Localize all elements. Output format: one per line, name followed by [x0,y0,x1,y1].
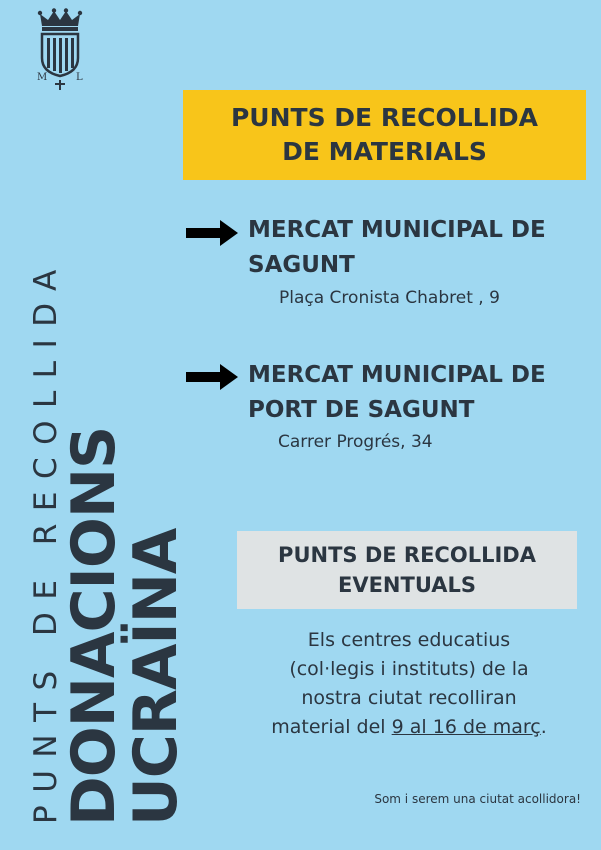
vertical-title-ucraina: UCRAÏNA [121,528,191,826]
location-1-name [248,213,546,283]
title-banner [183,90,586,180]
location-1-name-line-2: SAGUNT [248,252,355,278]
description-line-4-prefix: material del [271,716,392,738]
description [228,626,590,742]
description-line-2: (col·legis i instituts) de la [289,658,529,680]
location-2-name [248,358,546,428]
location-2-address: Carrer Progrés, 34 [278,432,433,452]
arrow-right-icon [184,362,240,392]
location-2-name-line-2: PORT DE SAGUNT [248,397,475,423]
location-1-name-line-1: MERCAT MUNICIPAL DE [248,217,546,243]
title-line-1: PUNTS DE RECOLLIDA [230,103,539,132]
location-2-name-line-1: MERCAT MUNICIPAL DE [248,362,546,388]
city-coat-of-arms-logo [34,8,86,92]
vertical-subtitle: PUNTS DE RECOLLIDA [28,257,64,824]
eventual-banner [237,531,577,609]
logo-letter-left: M [37,72,48,83]
description-line-1: Els centres educatius [307,629,511,651]
logo-letter-right: L [76,72,83,83]
arrow-right-icon [184,218,240,248]
eventual-line-2: EVENTUALS [337,573,476,597]
description-line-4-suffix: . [540,716,547,738]
description-line-4 [228,713,590,742]
footer-slogan: Som i serem una ciutat acollidora! [374,792,581,806]
description-line-3: nostra ciutat recolliran [301,687,517,709]
title-line-2: DE MATERIALS [282,137,487,166]
vertical-title-donacions: DONACIONS [59,426,129,826]
location-1-address: Plaça Cronista Chabret , 9 [279,288,500,308]
eventual-line-1: PUNTS DE RECOLLIDA [278,543,536,567]
date-range: 9 al 16 de març [391,716,541,738]
